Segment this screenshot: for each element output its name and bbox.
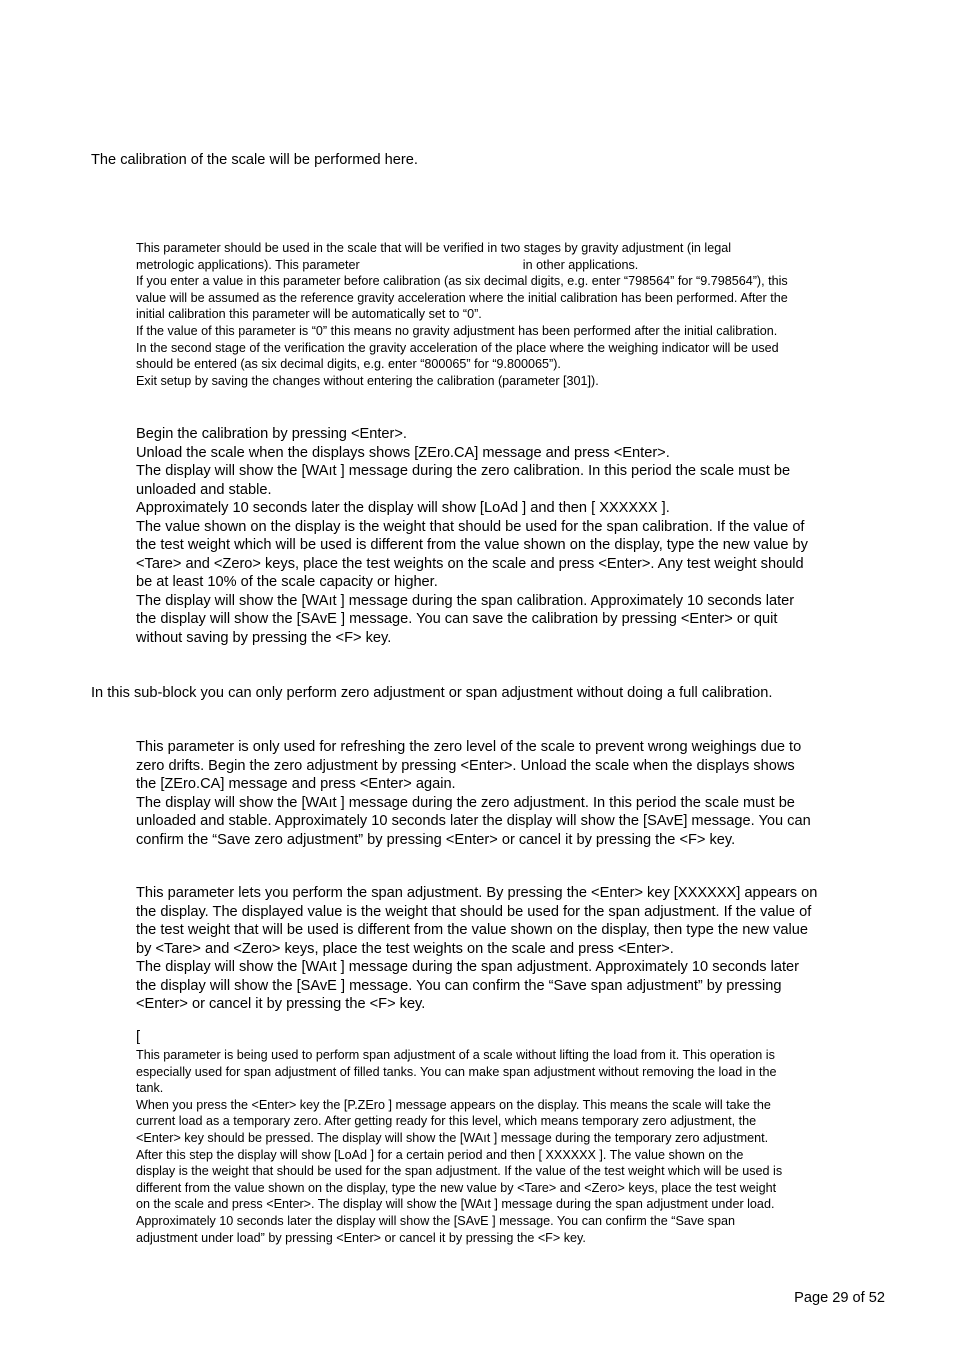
- span-under-load-line: This parameter is being used to perform span adjustment of a scale without lifting the load from it. This operation is: [136, 1048, 775, 1062]
- span-adjust-line: the test weight that will be used is different from the value shown on the display, then type the new value: [136, 922, 808, 938]
- intro-text: The calibration of the scale will be performed here.: [91, 152, 418, 168]
- gravity-line: Exit setup by saving the changes without entering the calibration (parameter [301]).: [136, 373, 599, 388]
- span-under-load-line: different from the value shown on the display, type the new value by <Tare> and <Zero> keys, place the test weight: [136, 1180, 777, 1195]
- span-under-load-line: on the scale and press <Enter>. The display will show the [WAıt ] message during the span adjustment under load.: [136, 1197, 775, 1212]
- span-adjust-line: The display will show the [WAıt ] message during the span adjustment. Approximately 10 seconds later: [136, 959, 799, 975]
- zero-adjust-line: zero drifts. Begin the zero adjustment by pressing <Enter>. Unload the scale when the displays shows: [136, 757, 795, 774]
- span-under-load-line: especially used for span adjustment of filled tanks. You can make span adjustment without removing the load in the: [136, 1064, 777, 1079]
- gravity-line: should be entered (as six decimal digits, e.g. enter “800065” for “9.800065”).: [136, 357, 561, 372]
- calibration-paragraph: [136, 425, 808, 647]
- span-adjust-line: by <Tare> and <Zero> keys, place the test weights on the scale and press <Enter>.: [136, 940, 674, 957]
- section-intro: [91, 151, 418, 170]
- gravity-paragraph: [136, 240, 788, 389]
- span-adjust-paragraph: [136, 884, 817, 1014]
- gravity-line: initial calibration this parameter will be automatically set to “0”.: [136, 307, 482, 322]
- gravity-line: [136, 257, 788, 274]
- calibration-line: the display will show the [SAvE ] message. You can save the calibration by pressing <Enter> or quit: [136, 611, 778, 627]
- bracket-heading: [: [136, 1029, 141, 1045]
- span-under-load-line: <Enter> key should be pressed. The display will show the [WAıt ] message during the temporary zero adjustment.: [136, 1130, 769, 1145]
- calibration-line: The display will show the [WAıt ] message during the span calibration. Approximately 10 seconds later: [136, 592, 795, 609]
- span-under-load-line: After this step the display will show [LoAd ] for a certain period and then [ XXXXXX ]. The value shown on the: [136, 1147, 744, 1162]
- calibration-line: be at least 10% of the scale capacity or higher.: [136, 574, 438, 590]
- span-under-load-paragraph: [136, 1047, 782, 1246]
- gravity-line: value will be assumed as the reference gravity acceleration where the initial calibration has been performed. After the: [136, 290, 788, 305]
- span-under-load-line: When you press the <Enter> key the [P.ZEro ] message appears on the display. This means the scale will take the: [136, 1097, 771, 1112]
- gravity-line: In the second stage of the verification the gravity acceleration of the place where the weighing indicator will be used: [136, 340, 779, 355]
- calibration-line: <Tare> and <Zero> keys, place the test weights on the scale and press <Enter>. Any test weight should: [136, 555, 804, 572]
- span-under-load-line: display is the weight that should be used for the span adjustment. If the value of the test weight which will be used is: [136, 1164, 783, 1179]
- gravity-line: If you enter a value in this parameter before calibration (as six decimal digits, e.g. enter “798564” for “9.798564”), this: [136, 274, 788, 289]
- calibration-line: The value shown on the display is the weight that should be used for the span calibration. If the value of: [136, 518, 805, 535]
- span-adjust-line: the display. The displayed value is the weight that should be used for the span adjustment. If the value of: [136, 903, 812, 920]
- calibration-line: Begin the calibration by pressing <Enter>.: [136, 426, 407, 442]
- zero-adjust-line: the [ZEro.CA] message and press <Enter> again.: [136, 776, 456, 792]
- calibration-line: Approximately 10 seconds later the display will show [LoAd ] and then [ XXXXXX ].: [136, 500, 670, 516]
- page-footer: [794, 1289, 885, 1308]
- gravity-line-part: in other applications.: [522, 257, 639, 272]
- span-adjust-line: the display will show the [SAvE ] message. You can confirm the “Save span adjustment” by pressing: [136, 977, 782, 994]
- span-adjust-line: <Enter> or cancel it by pressing the <F> key.: [136, 996, 426, 1012]
- zero-adjust-line: unloaded and stable. Approximately 10 seconds later the display will show the [SAvE] message. You can: [136, 813, 811, 829]
- subblock-intro-text: In this sub-block you can only perform zero adjustment or span adjustment without doing a full calibration.: [91, 685, 773, 701]
- span-under-load-line: adjustment under load” by pressing <Enter> or cancel it by pressing the <F> key.: [136, 1230, 586, 1245]
- calibration-line: without saving by pressing the <F> key.: [136, 629, 392, 646]
- zero-adjust-paragraph: [136, 738, 811, 849]
- subblock-intro: [91, 684, 772, 703]
- span-under-load-heading: [136, 1028, 140, 1047]
- calibration-line: Unload the scale when the displays shows [ZEro.CA] message and press <Enter>.: [136, 444, 670, 461]
- gravity-line: This parameter should be used in the scale that will be verified in two stages by gravity adjustment (in legal: [136, 241, 732, 255]
- span-under-load-line: tank.: [136, 1081, 164, 1096]
- page-number: Page 29 of 52: [794, 1290, 885, 1306]
- zero-adjust-line: This parameter is only used for refreshing the zero level of the scale to prevent wrong weighings due to: [136, 739, 802, 755]
- span-under-load-line: current load as a temporary zero. After getting ready for this level, which means temporary zero adjustment, the: [136, 1114, 757, 1129]
- span-under-load-line: Approximately 10 seconds later the display will show the [SAvE ] message. You can confirm the “Save span: [136, 1213, 735, 1228]
- calibration-line: the test weight which will be used is different from the value shown on the display, type the new value by: [136, 537, 808, 553]
- gravity-line: If the value of this parameter is “0” this means no gravity adjustment has been performed after the initial calibration.: [136, 323, 778, 338]
- zero-adjust-line: The display will show the [WAıt ] message during the zero adjustment. In this period the scale must be: [136, 794, 795, 811]
- span-adjust-line: This parameter lets you perform the span adjustment. By pressing the <Enter> key [XXXXXX] appears on: [136, 885, 818, 901]
- zero-adjust-line: confirm the “Save zero adjustment” by pressing <Enter> or cancel it by pressing the <F> key.: [136, 831, 736, 848]
- calibration-line: The display will show the [WAıt ] message during the zero calibration. In this period the scale must be: [136, 463, 791, 479]
- calibration-line: unloaded and stable.: [136, 481, 272, 498]
- gravity-line-part: metrologic applications). This parameter: [136, 257, 360, 272]
